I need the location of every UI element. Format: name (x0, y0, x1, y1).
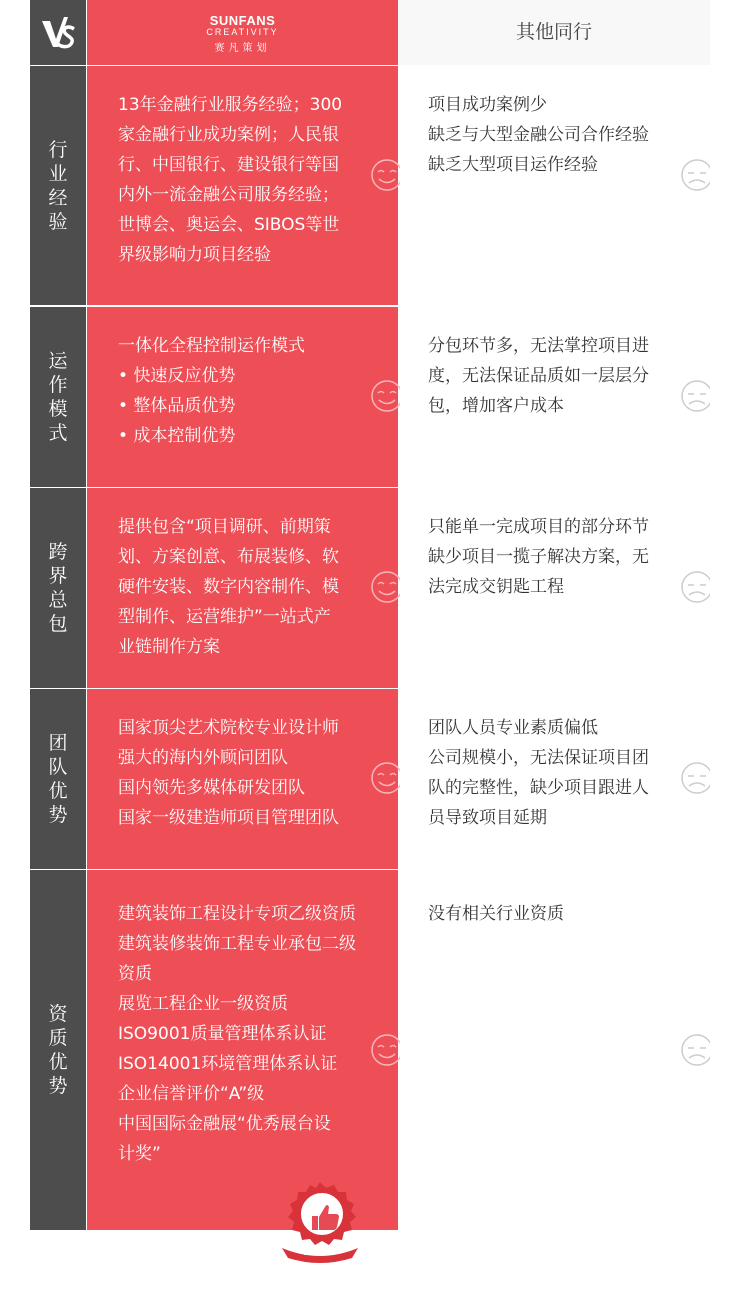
row-industry-experience (30, 66, 710, 305)
theirs-text: 项目成功案例少 缺乏与大型金融公司合作经验 缺乏大型项目运作经验 (428, 95, 649, 175)
ours-cell (87, 66, 398, 305)
ours-text: 13年金融行业服务经验；300 家金融行业成功案例；人民银 行、中国银行、建设银行等国 内外一流金融公司服务经验； 世博会、奥运会、SIBOS等世 界级影响力项目经验 (118, 95, 343, 265)
ours-cell (87, 870, 398, 1230)
theirs-text: 只能单一完成项目的部分环节 缺少项目一揽子解决方案，无 法完成交钥匙工程 (428, 517, 649, 597)
theirs-cell (398, 66, 710, 305)
brand-sub: CREATIVITY (206, 27, 279, 37)
theirs-text: 团队人员专业素质偏低 公司规模小，无法保证项目团 队的完整性，缺少项目跟进人 员导致项目延期 (428, 718, 649, 828)
theirs-cell (398, 870, 710, 1230)
sad-face-icon (680, 1033, 710, 1067)
ours-text: 建筑装饰工程设计专项乙级资质 建筑装修装饰工程专业承包二级 资质 展览工程企业一级资质 ISO9001质量管理体系认证 ISO14001环境管理体系认证 企业信誉评价“A”级 中国国际金融展“优秀展台设 计奖” (118, 904, 356, 1164)
theirs-cell (398, 307, 710, 487)
category-label: 资质优势 (30, 870, 86, 1230)
sad-face-icon (680, 570, 710, 604)
ours-cell (87, 488, 398, 688)
ours-cell (87, 307, 398, 487)
row-operation-mode (30, 307, 710, 487)
theirs-cell (398, 488, 710, 688)
ours-cell (87, 689, 398, 869)
vs-icon (38, 11, 78, 55)
category-label: 团队优势 (30, 689, 86, 869)
ours-text: 一体化全程控制运作模式 • 快速反应优势 • 整体品质优势 • 成本控制优势 (118, 336, 305, 446)
thumbs-up-badge-icon (272, 1180, 368, 1264)
sad-face-icon (680, 761, 710, 795)
category-label: 运作模式 (30, 307, 86, 487)
brand-logo (87, 0, 398, 65)
row-team-advantage (30, 689, 710, 869)
sad-face-icon (680, 379, 710, 413)
brand-name: SUNFANS (209, 13, 276, 28)
ours-text: 国家顶尖艺术院校专业设计师 强大的海内外顾问团队 国内领先多媒体研发团队 国家一级建造师项目管理团队 (118, 718, 339, 828)
ours-text: 提供包含“项目调研、前期策 划、方案创意、布展装修、软 硬件安装、数字内容制作、模 型制作、运营维护”一站式产 业链制作方案 (118, 517, 339, 657)
sad-face-icon (680, 158, 710, 192)
vs-logo (30, 0, 86, 65)
smile-icon (370, 379, 400, 413)
smile-icon (370, 158, 400, 192)
peer-title: 其他同行 (398, 0, 710, 65)
theirs-text: 没有相关行业资质 (428, 904, 564, 924)
category-label: 行业经验 (30, 66, 86, 305)
smile-icon (370, 761, 400, 795)
table-header (30, 0, 710, 65)
smile-icon (370, 570, 400, 604)
theirs-text: 分包环节多，无法掌控项目进 度，无法保证品质如一层层分 包，增加客户成本 (428, 336, 649, 416)
row-cross-border (30, 488, 710, 688)
theirs-cell (398, 689, 710, 869)
brand-cn: 赛凡策划 (214, 43, 271, 54)
category-label: 跨界总包 (30, 488, 86, 688)
smile-icon (370, 1033, 400, 1067)
svg-text:HIGHLY: HIGHLY (303, 1247, 337, 1257)
row-qualification (30, 870, 710, 1230)
